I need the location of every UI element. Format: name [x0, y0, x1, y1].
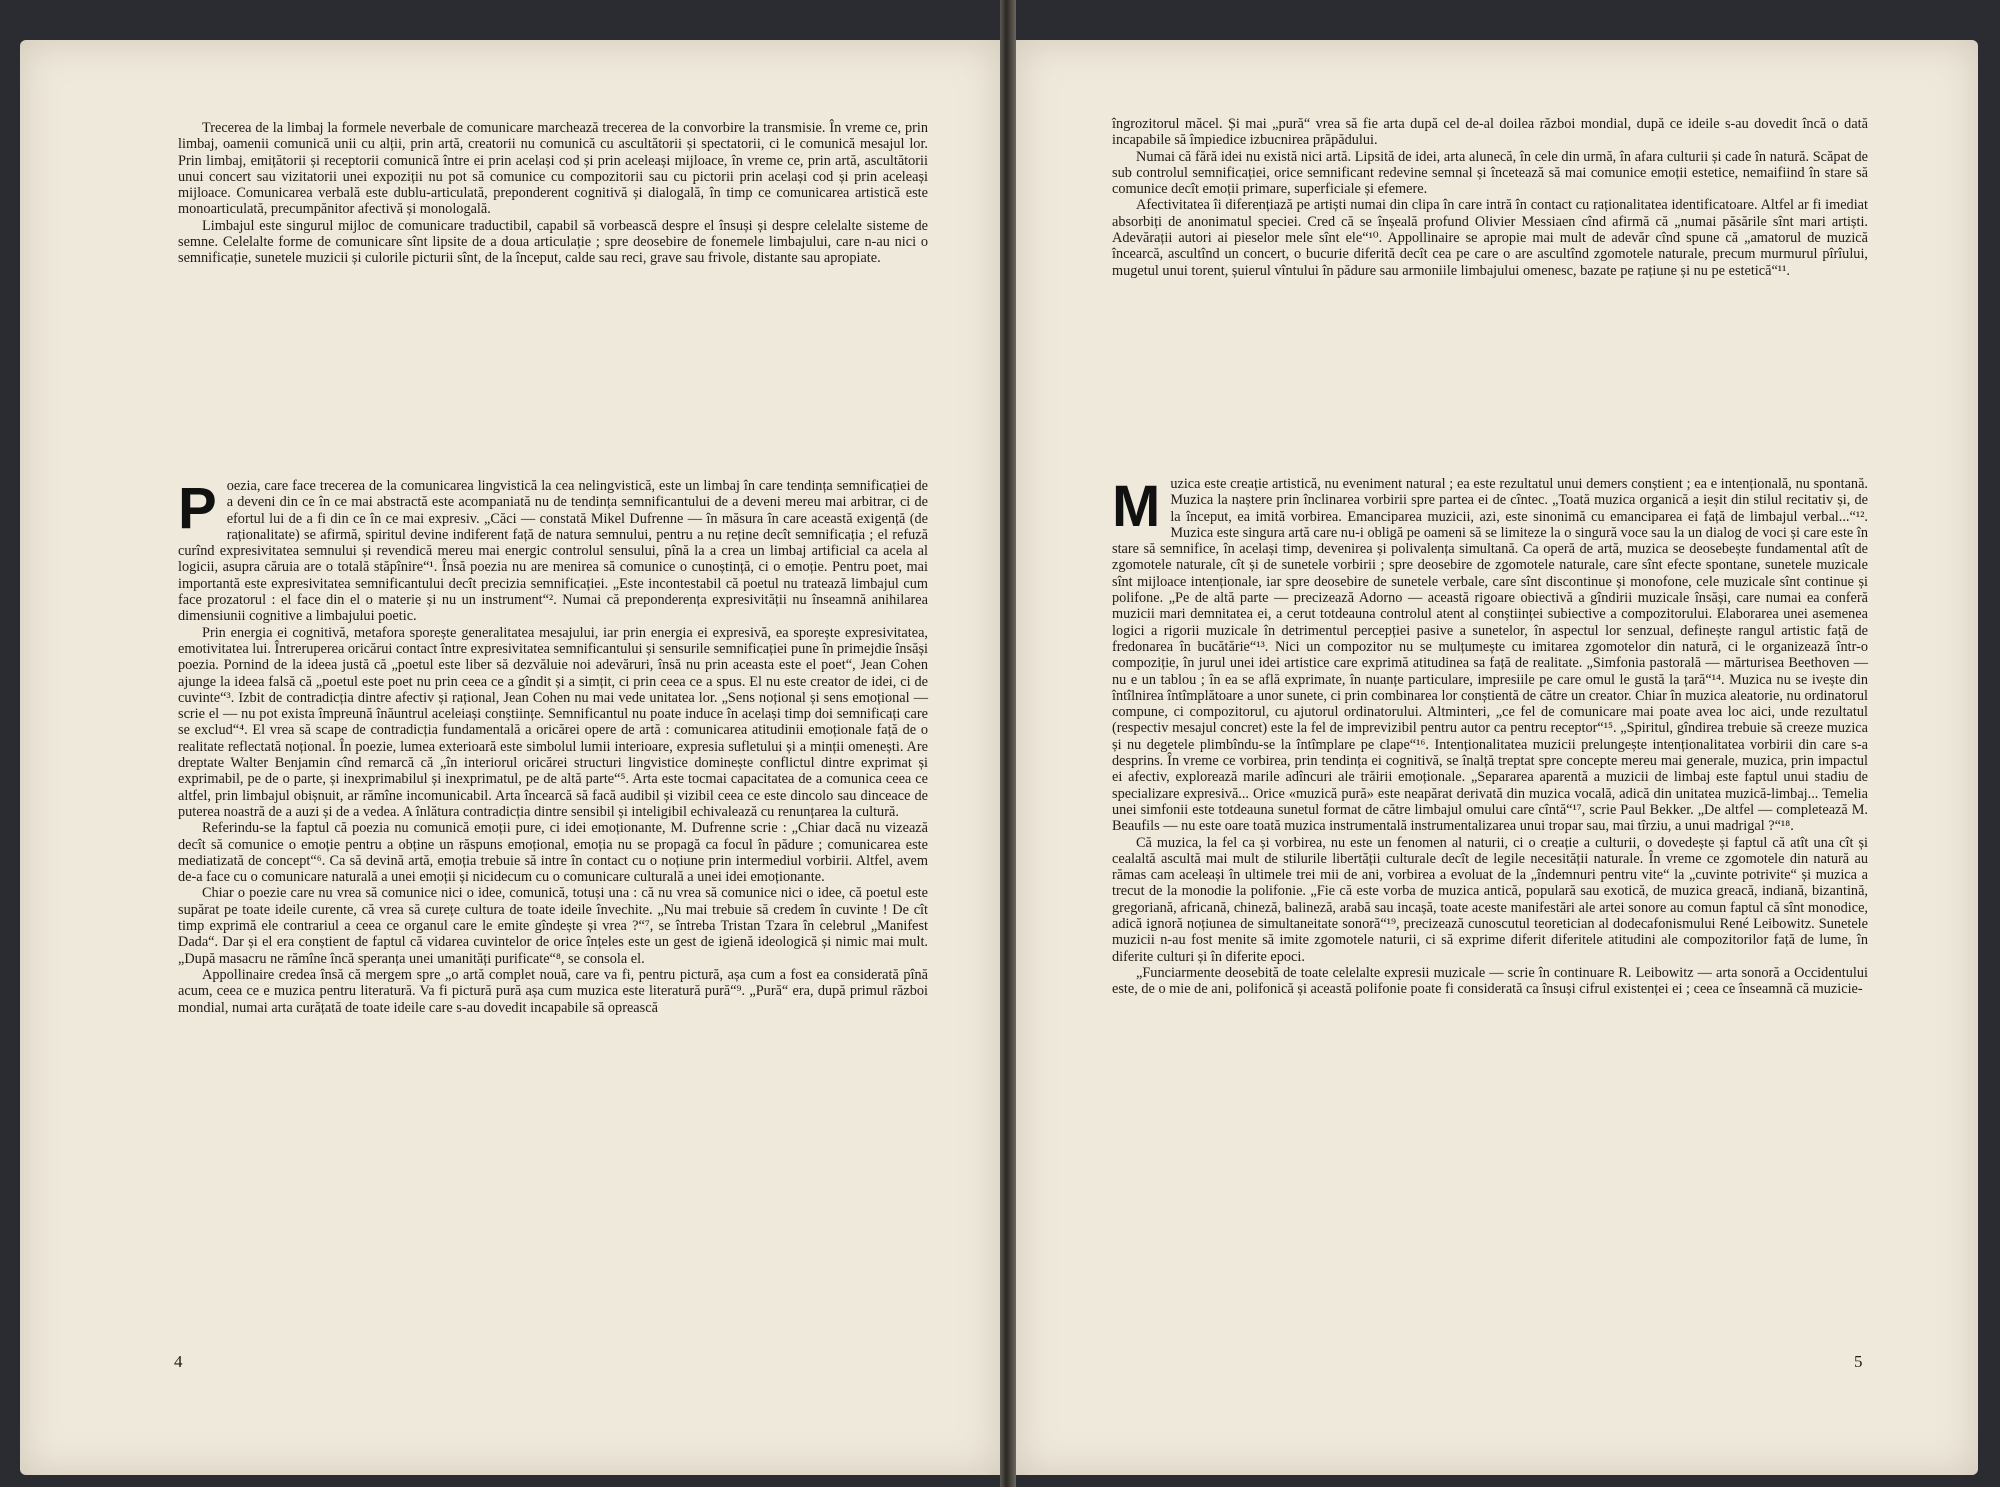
- drop-cap-p: P: [178, 476, 217, 541]
- paragraph: Afectivitatea îi diferențiază pe artiști numai din clipa în care intră în contact cu raționalitatea identificatoare. Altfel ar fi imediat absorbiți de anonimatul speciei. Cred că se înșeală profund Olivier Messiaen cînd afirmă că „numai păsările sînt mari artiști. Adevărații autori ai pieselor mele sînt ele“¹⁰. Appollinaire se apropie mai mult de adevăr cînd spune că „amatorul de muzică încearcă, ascultînd un concert, o bucurie diferită decît cea pe care o are ascultînd zgomotele naturale, precum murmurul pîrîului, mugetul unui torent, șuierul vîntului în pădure sau armoniile limbajului omenesc, bazate pe rațiune și nu pe estetică“¹¹.: [1112, 197, 1868, 279]
- intro-paragraph: Trecerea de la limbaj la formele neverbale de comunicare marchează trecerea de la convorbire la transmisie. În vreme ce, prin limbaj, oamenii comunică unii cu alții, prin artă, creatorii nu comunică cu ascultătorii și spectatorii, ci le comunică mesajul lor. Prin limbaj, emițătorii și receptorii comunică între ei prin același cod și prin aceleași mijloace, în vreme ce, prin artă, ascultătorii unui concert sau vizitatorii unei expoziții nu pot să comunice cu compozitorii sau cu pictorii prin același cod și prin aceleași mijloace. Comunicarea verbală este dublu-articulată, preponderent cognitivă și dialogală, în timp ce comunicarea artistică este monoarticulată, precumpănitor afectivă și monologală.: [178, 120, 928, 218]
- section-first-paragraph: [178, 478, 928, 625]
- intro-paragraph-2: Limbajul este singurul mijloc de comunicare traductibil, capabil să vorbească despre el însuși și despre celelalte sisteme de semne. Celelalte forme de comunicare sînt lipsite de a doua articulație ; spre deosebire de fonemele limbajului, care n-au nici o semnificație, sunetele muzicii și culorile picturii sînt, de la început, calde sau reci, grave sau frivole, distante sau apropiate.: [178, 217, 928, 267]
- section-first-text: uzica este creație artistică, nu eveniment natural ; ea este rezultatul unui demers conștient ; ea e intențională, nu spontană. Muzica la naștere prin înclinarea vorbirii spre partea ei de cîntec. „Toată muzica organică a ieșit din stilul recitativ și, de la început, ea imită vorbirea. Emanciparea muzicii, azi, este sinonimă cu emanciparea ei față de limbajul verbal...“¹². Muzica este singura artă care nu-i obligă pe oameni să se limiteze la o singură voce sau la un dialog de voci și care este în stare să semnifice, în același timp, devenirea și polivalența simultană. Ca operă de artă, muzica se deosebește fundamental atît de zgomotele naturale, cît și de sunetele vorbirii ; spre deosebire de zgomotele naturale, care sînt efecte spontane, sunetele muzicale sînt mijloace intenționale, iar spre deosebire de sunetele verbale, care sînt discontinue și monofone, cele muzicale sînt continue și polifone. „Pe de altă parte — precizează Adorno — această rigoare obiectivă a gîndirii muzicale însăși, care numai ea conferă muzicii mari demnitatea ei, a cerut totdeauna controlul atent al conștiinței subiective a compozitorului. Elaborarea unei asemenea logici a rigorii muzicale în detrimentul percepției pasive a sunetelor, în aspectul lor senzual, definește rangul artistic față de fredonarea în bucătărie“¹³. Nici un compozitor nu se mulțumește cu imitarea zgomotelor din natură, ci le organizează într-o compoziție, în jurul unei idei artistice care exprimă atitudinea sa față de realitate. „Simfonia pastorală — mărturisea Beethoven — nu e un tablou ; în ea se află exprimate, în nuanțe particulare, impresiile pe care omul le gustă la țară“¹⁴. Muzica nu se ivește din întîlnirea întîmplătoare a unor sunete, ci prin combinarea lor conștientă de către un creator. Chiar în muzica aleatorie, nu ordinatorul compune, ci compozitorul, cu ajutorul ordinatorului. Altminteri, „ce fel de comunicare mai poate avea loc aici, unde rezultatul (respectiv mesajul concret) este la fel de imprevizibil pentru autor ca pentru receptor“¹⁵. „Spiritul, gîndirea trebuie să creeze muzica și nu degetele plimbîndu-se la întîmplare pe clape“¹⁶. Intenționalitatea muzicii prelungește intenționalitatea vorbirii din care s-a desprins. În vreme ce vorbirea, prin tendința ei cognitivă, se înalță treptat spre concepte mereu mai generale, muzica, prin impactul ei afectiv, explorează marile adîncuri ale trăirii emoționale. „Separarea aparentă a muzicii de limbaj este faptul unui stadiu de specializare expresivă... Orice «muzică pură» este neapărat derivată din muzica vocală, adică din unitatea muzică-limbaj... Temelia unei simfonii este totdeauna sunetul format de către limbajul omului care cîntă“¹⁷, scrie Paul Bekker. „De altfel — completează M. Beaufils — nu este oare toată muzica instrumentală instrumentalizarea unui tropar sau, mai tîrziu, a unui madrigal ?“¹⁸.: [1112, 476, 1868, 835]
- section-paragraph: Referindu-se la faptul că poezia nu comunică emoții pure, ci idei emoționante, M. Dufrenne scrie : „Chiar dacă nu vizează decît să comunice o emoție pentru a obține un răspuns emoțional, emoția nu se propagă ca focul în pădure ; comunicarea este mediatizată de concept“⁶. Ca să devină artă, emoția trebuie să intre în contact cu o noțiune prin intermediul vorbirii. Altfel, avem de-a face cu o comunicare naturală a unei emoții și nicidecum cu o comunicare culturală a unei idei emoționante.: [178, 820, 928, 886]
- right-page: [1016, 40, 1978, 1475]
- section-paragraph: Că muzica, la fel ca și vorbirea, nu este un fenomen al naturii, ci o creație a culturii, o dovedește și faptul că atît una cît și cealaltă ascultă mai mult de stilurile libertății culturale decît de legile necesității naturale. În vreme ce zgomotele din natură au rămas cam aceleași în ultimele trei mii de ani, vorbirea a evoluat de la „îndemnuri pentru vite“ la „cuvinte potrivite“ și muzica a trecut de la monodie la polifonie. „Fie că este vorba de muzica antică, populară sau exotică, de muzica greacă, indiană, bizantină, gregoriană, africană, chineză, balineză, arabă sau incașă, toate aceste manifestări ale artei sonore au comun faptul că sînt monodice, adică ignoră noțiunea de simultaneitate sonoră“¹⁹, precizează cunoscutul teoretician al dodecafonismului René Leibowitz. Sunetele muzicii n-au fost menite să imite zgomotele naturii, ci să exprime diferit diferitele atitudini ale compozitorilor față de lume, în diferite culturi și în diferite epoci.: [1112, 834, 1868, 965]
- section-paragraph: Chiar o poezie care nu vrea să comunice nici o idee, comunică, totuși una : că nu vrea să comunice nici o idee, că poetul este supărat pe toate ideile curente, că vrea să curețe cultura de toate ideile învechite. „Nu mai trebuie să credem în cuvinte ! De cît timp exprimă ele contrariul a ceea ce organul care le emite gîndește și vrea ?“⁷, se întreba Tristan Tzara în celebrul „Manifest Dada“. Dar și el era conștient de faptul că vidarea cuvintelor de orice înțeles este un gest de igienă ideologică și nimic mai mult. „După masacru ne rămîne încă speranța unei umanități purificate“⁸, se consola el.: [178, 885, 928, 967]
- intro-block: [178, 120, 928, 267]
- section-paragraph: Appollinaire credea însă că mergem spre „o artă complet nouă, care va fi, pentru pictură, așa cum a fost ea considerată pînă acum, ceea ce e muzica pentru literatură. Va fi pictură pură așa cum muzica este literatură pură“⁹. „Pură“ era, după primul război mondial, numai arta curățată de toate ideile care s-au dovedit incapabile să oprească: [178, 966, 928, 1016]
- page-number-right: 5: [1854, 1352, 1863, 1371]
- left-page: [20, 40, 1000, 1475]
- page-number-left: 4: [174, 1352, 183, 1371]
- section-first-paragraph: [1112, 476, 1868, 835]
- paragraph: Numai că fără idei nu există nici artă. Lipsită de idei, arta alunecă, în cele din urmă, în afara culturii și cade în natură. Scăpat de sub controlul semnificației, orice semnificant redevine semnal și încetează să mai comunice emoții estetice, nemaifiind în stare să comunice decît emoții primare, superficiale și efemere.: [1112, 148, 1868, 198]
- drop-cap-m: M: [1112, 474, 1161, 539]
- top-block: [1112, 116, 1868, 279]
- book-spine: [1000, 0, 1016, 1487]
- poetry-section: [178, 478, 928, 1016]
- section-paragraph: „Funciarmente deosebită de toate celelalte expresii muzicale — scrie în continuare R. Leibowitz — arta sonoră a Occidentului este, de o mie de ani, polifonică și această polifonie poate fi considerată ca însuși cifrul existenței ei ; ceea ce înseamnă că muzicie-: [1112, 964, 1868, 998]
- section-first-text: oezia, care face trecerea de la comunicarea lingvistică la cea nelingvistică, este un limbaj în care tendința semnificației de a deveni din ce în ce mai abstractă este acompaniată nu de tendința semnificantului de a deveni mereu mai arbitrar, ci de efortul lui de a fi din ce în ce mai expresiv. „Căci — constată Mikel Dufrenne — în măsura în care această exigență (de raționalitate) se afirmă, spiritul devine indiferent față de natura semnului, pentru a nu reține decît semnificația ; el refuză curînd expresivitatea semnului și revendică mereu mai energic controlul sensului, pînă la a crea un limbaj artificial ca acela al logicii, asupra căruia are o totală stăpînire“¹. Însă poezia nu are menirea să comunice o cunoștință, ci o emoție. Pentru poet, mai importantă este expresivitatea semnificantului decît precizia semnificației. „Este incontestabil că poetul nu tratează limbajul cum face prozatorul : el face din el o materie și nu un instrument“². Numai că preponderența expresivității nu înseamnă anihilarea dimensiunii cognitive a limbajului poetic.: [178, 478, 928, 625]
- continued-paragraph: îngrozitorul măcel. Și mai „pură“ vrea să fie arta după cel de-al doilea război mondial, după ce ideile s-au dovedit încă o dată incapabile să împiedice izbucnirea prăpădului.: [1112, 116, 1868, 149]
- music-section: [1112, 476, 1868, 998]
- section-paragraph: Prin energia ei cognitivă, metafora sporește generalitatea mesajului, iar prin energia ei expresivă, ea sporește expresivitatea, emotivitatea lui. Întreruperea oricărui contact între expresivitatea semnificantului și sensurile semnificației pune în primejdie însăși poezia. Pornind de la ideea justă că „poetul este liber să dezvăluie noi adevăruri, însă nu prin aceasta este el poet“, Jean Cohen ajunge la ideea falsă că „poetul este poet nu prin ceea ce a gîndit și a simțit, ci prin ceea ce a spus. El nu este creator de idei, ci de cuvinte“³. Izbit de contradicția dintre afectiv și rațional, Jean Cohen nu mai vede unitatea lor. „Sens noțional și sens emoțional — scrie el — nu pot exista împreună înăuntrul aceleiași conștiințe. Semnificantul nu poate induce în același timp doi semnificați care se exclud“⁴. El vrea să scape de contradicția fundamentală a oricărei opere de artă : comunicarea atitudinii emoționale față de o realitate reflectată noțional. În poezie, lumea exterioară este simbolul lumii interioare, expresia sufletului și a minții omenești. Are dreptate Walter Benjamin cînd remarcă că „în interiorul oricărei structuri lingvistice dominește conflictul dintre exprimat și exprimabil, pe de o parte, și inexprimabilul și inexprimatul, pe de altă parte“⁵. Arta este tocmai capacitatea de a comunica ceea ce altfel, prin limbajul obișnuit, ar rămîne incomunicabil. Arta încearcă să facă audibil și vizibil ceea ce este dincolo sau dinceace de puterea noastră de a auzi și de a vedea. A înlătura contradicția dintre sensibil și inteligibil echivalează cu renunțarea la cultură.: [178, 624, 928, 820]
